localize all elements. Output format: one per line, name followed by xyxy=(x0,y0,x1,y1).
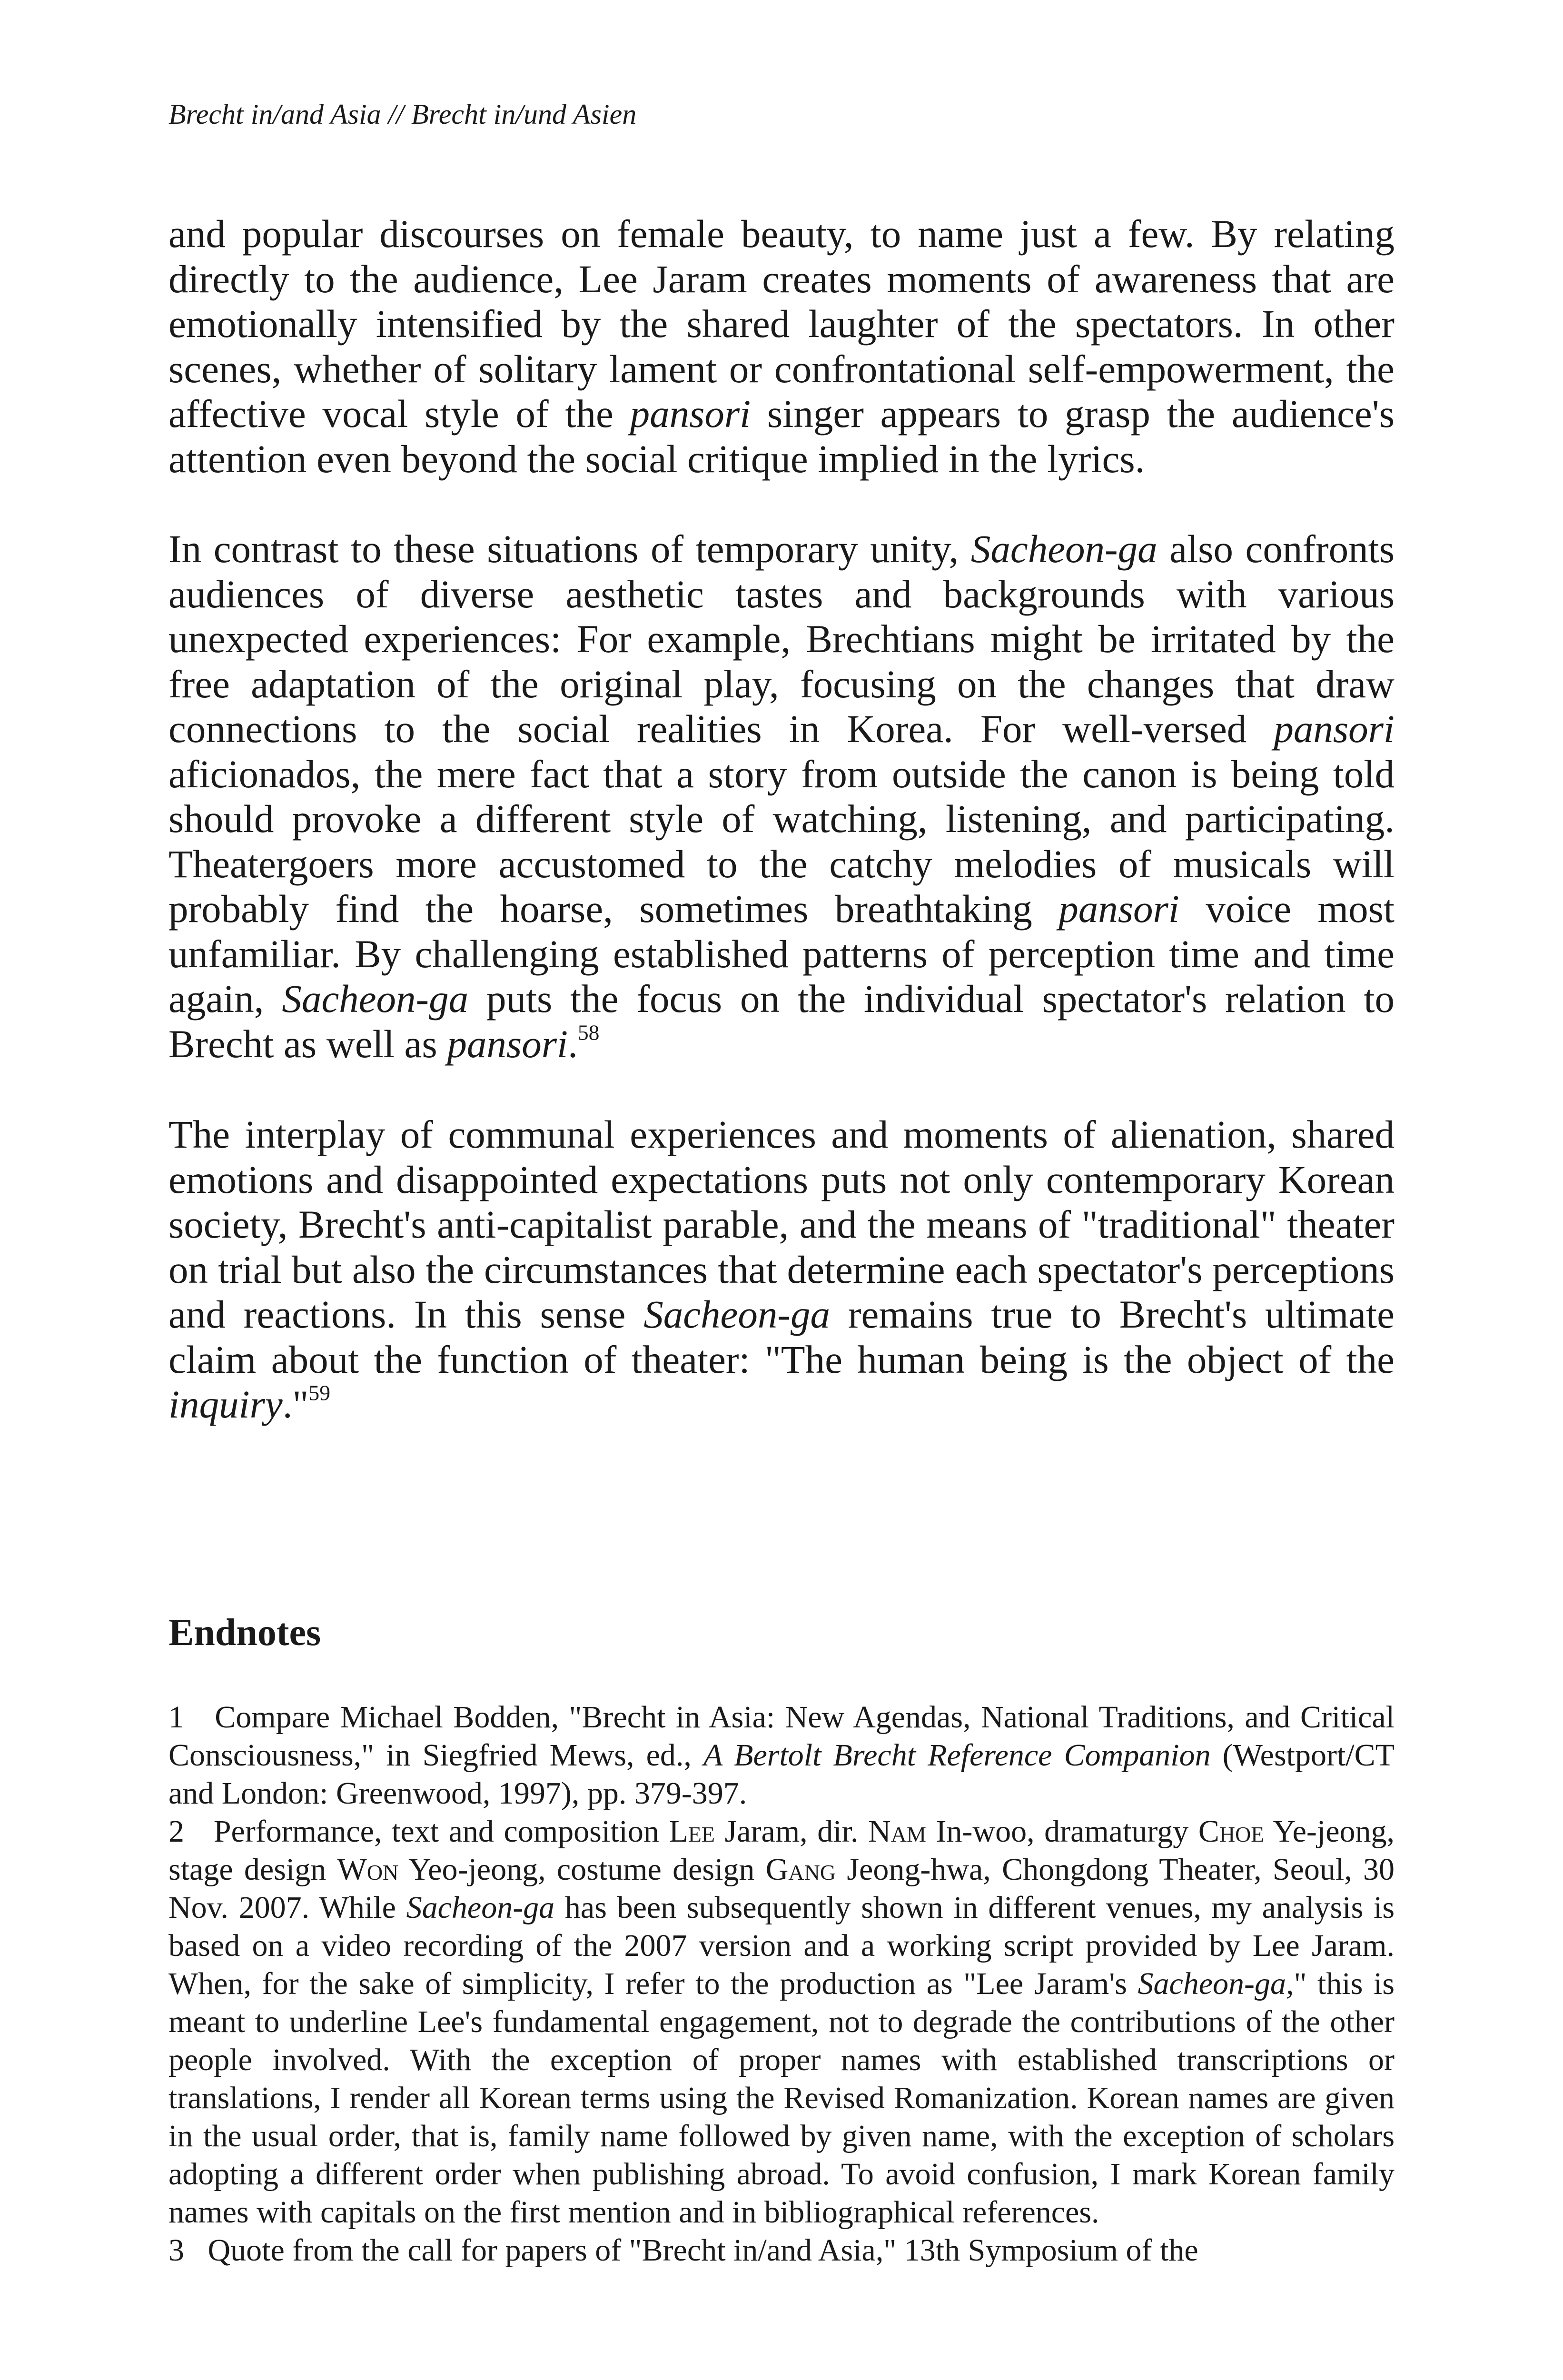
italic-term: pansori xyxy=(447,1021,568,1066)
text-run: aficionados, the mere fact that a story from outside the canon is being told should provoke a different style of watching, listening, and participating. Theatergoers more accustomed to the catchy melodies of musicals will probably find the hoarse, sometimes breathtaking xyxy=(168,752,1395,931)
italic-term: Sacheon-ga xyxy=(970,527,1157,571)
text-run: Jaram, dir. xyxy=(714,1814,869,1849)
text-run: " this is meant to underline Lee's fundamental engagement, not to degrade the contributions of the other people involved. With the exception of proper names with established transcriptions or translations, I render all Korean terms using the Revised Romanization. Korean names are given in the usual order, that is, family name followed by given name, with the exception of scholars adopting a different order when publishing abroad. To avoid confusion, I mark Korean family names with capitals on the first mention and in bibliographical references. xyxy=(168,1966,1395,2230)
endnotes-heading: Endnotes xyxy=(168,1612,321,1654)
endnote-1 xyxy=(168,1698,1395,1813)
text-run: The interplay of communal experiences and moments of alienation, shared emotions and disappointed expectations puts not only contemporary Korean society, Brecht's anti-capitalist parable, and the means of "traditional" theater on trial but also the circumstances that determine each spectator's perceptions and reactions. In this sense xyxy=(168,1112,1395,1336)
family-name: Nam xyxy=(868,1814,926,1849)
italic-term: pansori xyxy=(630,392,751,436)
text-run: puts the focus on the individual spectator's relation to Brecht as well as xyxy=(168,977,1395,1066)
text-run: and popular discourses on female beauty, to name just a few. By relating directly to the audience, Lee Jaram creates moments of awareness that are emotionally intensified by the shared laughter of the spectators. In other scenes, whether of solitary lament or confrontational self-empowerment, the affective vocal style of the xyxy=(168,212,1395,436)
text-run: Compare Michael Bodden, "Brecht in Asia: New Agendas, National Traditions, and Critical Consciousness," in Siegfried Mews, ed., xyxy=(168,1700,1395,1773)
text-run: Ye-jeong, stage design xyxy=(168,1814,1395,1887)
family-name: Gang xyxy=(765,1852,836,1887)
italic-term: pansori xyxy=(1058,887,1179,931)
endnote-number: 1 xyxy=(168,1700,184,1735)
text-run: has been subsequently shown in different venues, my analysis is based on a video recording of the 2007 version and a working script provided by Lee Jaram. When, for the sake of simplicity, I refer to the production as "Lee Jaram's xyxy=(168,1890,1395,2001)
text-run: singer appears to grasp the audience's attention even beyond the social critique implied in the lyrics. xyxy=(168,392,1395,481)
text-run: In-woo, dramaturgy xyxy=(926,1814,1198,1849)
text-run: . xyxy=(568,1021,578,1066)
text-run: Quote from the call for papers of "Brecht in/and Asia," 13th Symposium of the xyxy=(208,2233,1198,2268)
italic-term: pansori xyxy=(1274,707,1395,751)
endnote-number: 3 xyxy=(168,2233,184,2268)
text-run: voice most unfamiliar. By challenging established patterns of perception time and time again, xyxy=(168,887,1395,1021)
text-run: Jeong-hwa, Chongdong Theater, Seoul, 30 Nov. 2007. While xyxy=(168,1852,1395,1925)
text-run: also confronts audiences of diverse aesthetic tastes and backgrounds with various unexpected experiences: For example, Brechtians might be irritated by the free adaptation of the original play, focusing on the changes that draw connections to the social realities in Korea. For well-versed xyxy=(168,527,1395,751)
family-name: Won xyxy=(337,1852,399,1887)
text-run: Yeo-jeong, costume design xyxy=(398,1852,766,1887)
text-run: (Westport/CT and London: Greenwood, 1997), pp. 379-397. xyxy=(168,1738,1395,1811)
italic-term: Sacheon-ga xyxy=(643,1292,831,1336)
footnote-ref-59[interactable]: 59 xyxy=(308,1380,331,1405)
text-run: remains true to Brecht's ultimate claim about the function of theater: "The human being is the object of the xyxy=(168,1292,1395,1381)
running-head: Brecht in/and Asia // Brecht in/und Asien xyxy=(168,99,637,130)
body-paragraph xyxy=(168,526,1395,1066)
text-run: Performance, text and composition xyxy=(213,1814,669,1849)
italic-term: Sacheon-ga xyxy=(406,1890,555,1925)
italic-term: Sacheon-ga, xyxy=(1138,1966,1294,2001)
text-run: ." xyxy=(282,1382,309,1426)
italic-term: inquiry xyxy=(168,1382,283,1426)
italic-title: A Bertolt Brecht Reference Companion xyxy=(703,1738,1211,1773)
endnotes-list xyxy=(168,1698,1395,2270)
body-paragraph xyxy=(168,1112,1395,1427)
body-paragraph xyxy=(168,211,1395,481)
family-name: Lee xyxy=(669,1814,715,1849)
footnote-ref-58[interactable]: 58 xyxy=(577,1020,600,1044)
endnote-2 xyxy=(168,1813,1395,2231)
family-name: Choe xyxy=(1198,1814,1265,1849)
text-run: In contrast to these situations of temporary unity, xyxy=(168,527,971,571)
endnote-number: 2 xyxy=(168,1814,184,1849)
endnote-3 xyxy=(168,2231,1395,2270)
italic-term: Sacheon-ga xyxy=(282,977,469,1021)
